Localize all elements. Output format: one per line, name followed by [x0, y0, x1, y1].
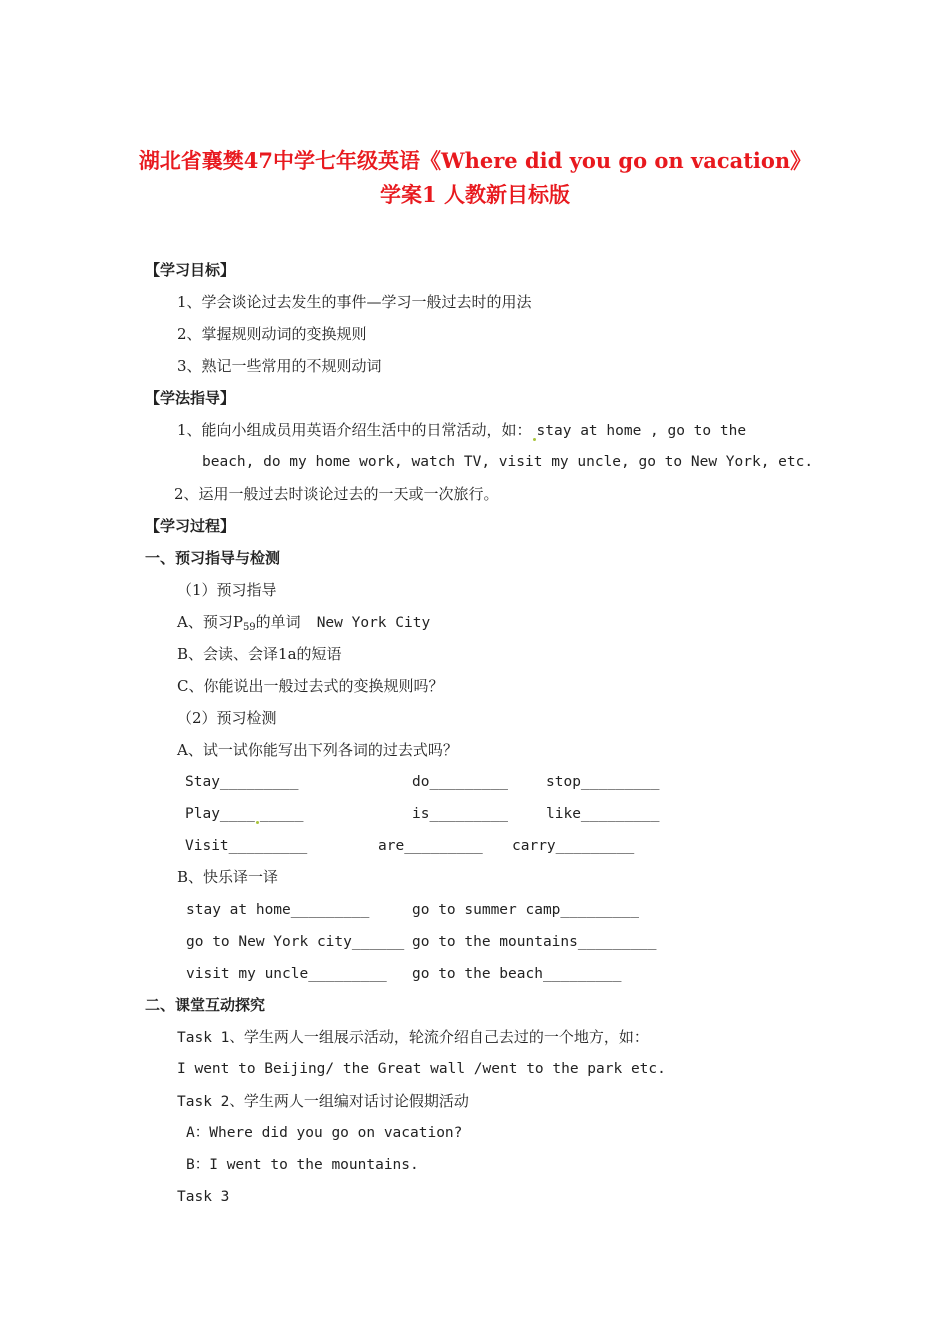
guidance-item-1-english: stay at home , go to the: [536, 423, 747, 439]
check-item-b: B、快乐译一译: [177, 868, 279, 886]
task-1-example: I went to Beijing/ the Great wall /went to the park etc.: [177, 1061, 666, 1077]
task-1-label: Task 1、: [177, 1030, 244, 1046]
task-2-text: 学生两人一组编对话讨论假期活动: [243, 1092, 469, 1110]
task-2-label: Task 2、: [177, 1094, 244, 1110]
objective-item: 2、掌握规则动词的变换规则: [177, 325, 367, 343]
word-blank[interactable]: stop_________: [546, 774, 660, 790]
process-heading: 【学习过程】: [145, 517, 236, 535]
word-blank-part: Play____: [185, 806, 255, 822]
document-title-line1: 湖北省襄樊47中学七年级英语《Where did you go on vacation》: [138, 148, 812, 173]
mark-dot: [533, 438, 536, 441]
phrase-blank[interactable]: go to New York city______: [186, 934, 405, 950]
phrase-blank[interactable]: go to the mountains_________: [412, 934, 657, 950]
preview-item-a: [177, 611, 430, 639]
guidance-item-1-prefix: 1、能向小组成员用英语介绍生活中的日常活动，如：: [177, 421, 532, 439]
phrase-blank[interactable]: go to summer camp_________: [412, 902, 639, 918]
preview-item-c: C、你能说出一般过去式的变换规则吗？: [177, 677, 444, 695]
word-blank[interactable]: [185, 803, 304, 825]
guidance-item-2: 2、运用一般过去时谈论过去的一天或一次旅行。: [174, 485, 499, 503]
mark-dot: [256, 821, 259, 824]
task-3: Task 3: [177, 1189, 230, 1205]
preview-check-label: （2）预习检测: [177, 709, 277, 727]
preview-item-a-suffix: 的单词: [255, 613, 301, 631]
word-blank[interactable]: do_________: [412, 774, 509, 790]
word-blank[interactable]: are_________: [378, 838, 483, 854]
word-blank[interactable]: is_________: [412, 806, 509, 822]
section1-heading: 一、预习指导与检测: [145, 549, 281, 567]
word-blank[interactable]: Stay_________: [185, 774, 299, 790]
section2-heading: 二、课堂互动探究: [145, 996, 266, 1014]
word-blank[interactable]: carry_________: [512, 838, 635, 854]
task-2: [177, 1090, 469, 1113]
phrase-blank[interactable]: visit my uncle_________: [186, 966, 387, 982]
word-blank-part: _____: [259, 806, 304, 822]
preview-item-b: B、会读、会译1a的短语: [177, 645, 342, 663]
word-blank[interactable]: Visit_________: [185, 838, 308, 854]
dialog-line-a: A：Where did you go on vacation?: [186, 1125, 463, 1141]
preview-item-a-english: New York City: [316, 615, 431, 631]
task-1: [177, 1026, 649, 1049]
phrase-blank[interactable]: stay at home_________: [186, 902, 370, 918]
task-1-text: 学生两人一组展示活动，轮流介绍自己去过的一个地方，如：: [243, 1028, 649, 1046]
objectives-heading: 【学习目标】: [145, 261, 236, 279]
document-title-line2: 学案1 人教新目标版: [380, 182, 570, 207]
preview-item-a-prefix: A、预习P: [177, 613, 243, 631]
guidance-item-1-continued: beach, do my home work, watch TV, visit my uncle, go to New York, etc.: [202, 454, 814, 470]
dialog-line-b: B：I went to the mountains.: [186, 1157, 419, 1173]
page-subscript: 59: [242, 622, 256, 633]
objective-item: 1、学会谈论过去发生的事件—学习一般过去时的用法: [177, 293, 532, 311]
guidance-item-1: [177, 419, 746, 442]
objective-item: 3、熟记一些常用的不规则动词: [177, 357, 382, 375]
phrase-blank[interactable]: go to the beach_________: [412, 966, 622, 982]
guidance-heading: 【学法指导】: [145, 389, 236, 407]
word-blank[interactable]: like_________: [546, 806, 660, 822]
preview-guide-label: （1）预习指导: [177, 581, 277, 599]
check-item-a: A、试一试你能写出下列各词的过去式吗？: [177, 741, 458, 759]
